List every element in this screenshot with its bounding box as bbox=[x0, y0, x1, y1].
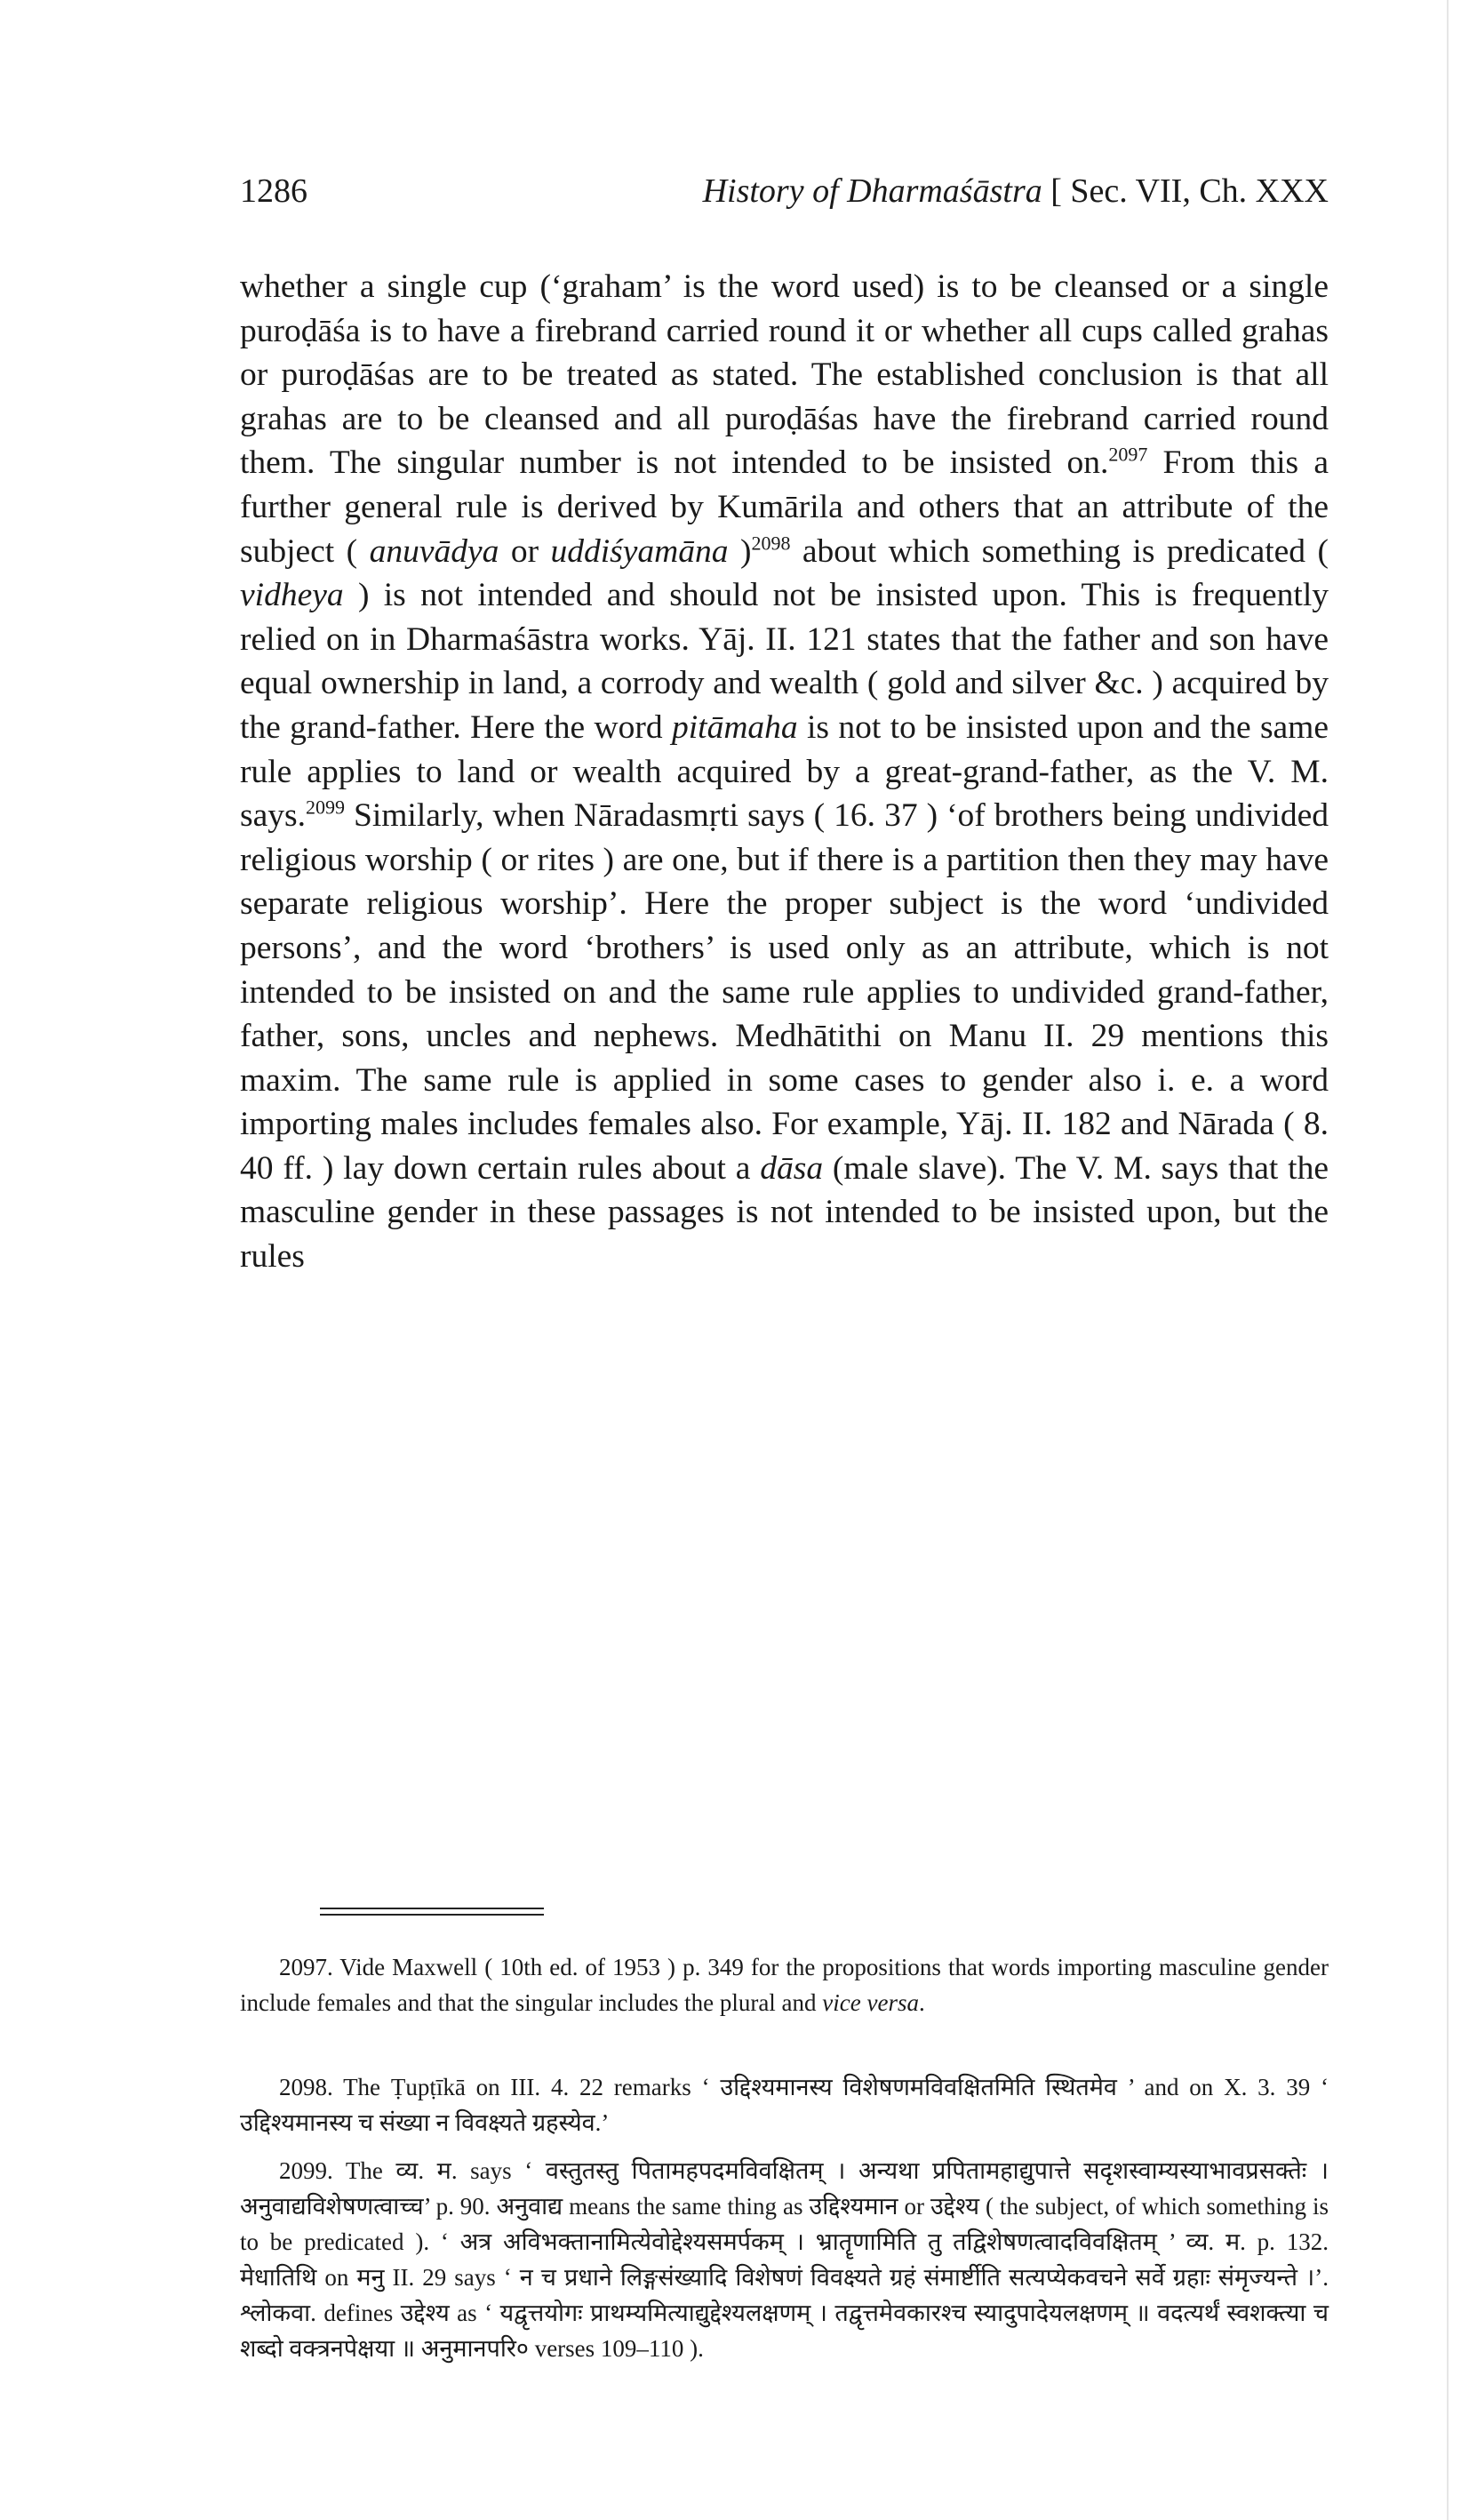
footnote-2099: 2099. The व्य. म. says ‘ वस्तुतस्तु पितामहपदमविवक्षितम् । अन्यथा प्रपितामहाद्युपात्ते सदृशस्वाम्यस्याभावप्रसक्तेः । अनुवाद्यविशेषणत्वाच्च’ p. 90. अनुवाद्य means the same thing as उद्दिश्यमान or उद्देश्य ( the subject, of which something is to be predicated ). ‘ अत्र अविभक्तानामित्येवोद्देश्यसमर्पकम् । भ्रातॄणामिति तु तद्विशेषणत्वादविवक्षितम् ’ व्य. म. p. 132. मेधातिथि on मनु II. 29 says ‘ न च प्रधाने लिङ्गसंख्यादि विशेषणं विवक्ष्यते ग्रहं संमार्ष्टीति सत्यप्येकवचने सर्वे ग्रहाः संमृज्यन्ते ।’. श्लोकवा. defines उद्देश्य as ‘ यद्वृत्तयोगः प्राथम्यमित्याद्युद्देश्यलक्षणम् । तद्वृत्तमेवकारश्च स्यादुपादेयलक्षणम् ॥ वदत्यर्थं स्वशक्त्या च शब्दो वक्त्रनपेक्षया ॥ अनुमानपरि० verses 109–110 ). bbox=[240, 2157, 1329, 2362]
footnote-text: . bbox=[918, 1989, 925, 2016]
body-text: Similarly, when Nāradasmṛti says ( 16. 37 ) ‘of brothers being undivided religious worship ( or rites ) are one, but if there is a partition then they may have separate religious worship’. Here the proper subject is the word ‘undivided persons’, and the word ‘brothers’ is used only as an attribute, which is not intended to be insisted on and the same rule applies to undivided grand-father, father, sons, uncles and nephews. Medhātithi on Manu II. 29 mentions this maxim. The same rule is applied in some cases to gender also i. e. a word importing males includes females also. For example, Yāj. II. 182 and Nārada ( 8. 40 ff. ) lay down certain rules about a bbox=[240, 797, 1329, 1187]
footnote-ref: 2097 bbox=[1108, 443, 1148, 466]
footnote-rule bbox=[320, 1908, 544, 1909]
scan-edge-line bbox=[1447, 0, 1449, 2520]
footnote-2097 bbox=[240, 1949, 1329, 2020]
body-text: ) is not intended and should not be insisted upon. This is frequently relied on in Dharmaśāstra works. Yāj. II. 121 states that the father and son have equal ownership in land, a corrody and wealth ( gold and silver &c. ) acquired by the grand-father. Here the word bbox=[240, 577, 1329, 746]
italic-term: pitāmaha bbox=[671, 708, 798, 746]
body-text: is not to be insisted upon and the same rule applies to land or wealth acquired by a great-grand-father, as the V. M. says. bbox=[240, 708, 1329, 835]
italic-term: anuvādya bbox=[369, 532, 499, 570]
body-text: or bbox=[499, 532, 551, 570]
footnote-2098: 2098. The Ṭupṭīkā on III. 4. 22 remarks ‘ उद्दिश्यमानस्य विशेषणमविवक्षितमिति स्थितमेव ’ and on X. 3. 39 ‘ उद्दिश्यमानस्य च संख्या न विवक्ष्यते ग्रहस्येव.’ bbox=[240, 2074, 1329, 2136]
running-title bbox=[703, 172, 1329, 211]
body-text: (male slave). The V. M. says that the masculine gender in these passages is not intended to be insisted upon, but the rules bbox=[240, 1149, 1329, 1276]
body-paragraph bbox=[240, 265, 1329, 1279]
book-title: History of Dharmaśāstra bbox=[702, 172, 1042, 210]
body-text: whether a single cup (‘graham’ is the word used) is to be cleansed or a single puroḍāśa is to have a firebrand carried round it or whether all cups called grahas or puroḍāśas are to be treated as stated. The established conclusion is that all grahas are to be cleansed and all puroḍāśas have the firebrand carried round them. The singular number is not intended to be insisted on. bbox=[240, 268, 1329, 482]
section-label: [ Sec. VII, Ch. XXX bbox=[1050, 172, 1329, 210]
running-header bbox=[240, 164, 1329, 218]
footnote-rule bbox=[320, 1914, 544, 1916]
footnote-italic: vice versa bbox=[822, 1989, 919, 2016]
page-number: 1286 bbox=[240, 172, 307, 210]
body-text: about which something is predicated ( bbox=[790, 532, 1329, 570]
body-text: ) bbox=[728, 532, 752, 570]
footnote-ref: 2099 bbox=[305, 796, 345, 819]
italic-term: uddiśyamāna bbox=[550, 532, 729, 570]
footnote-ref: 2098 bbox=[751, 532, 791, 555]
footnote-text: 2097. Vide Maxwell ( 10th ed. of 1953 ) p. 349 for the propositions that words importing masculine gender include females and that the singular includes the plural and bbox=[240, 1954, 1329, 2016]
body-text: From this a further general rule is derived by Kumārila and others that an attribute of the subject ( bbox=[240, 444, 1329, 570]
italic-term: dāsa bbox=[760, 1149, 824, 1187]
italic-term: vidheya bbox=[240, 577, 344, 614]
